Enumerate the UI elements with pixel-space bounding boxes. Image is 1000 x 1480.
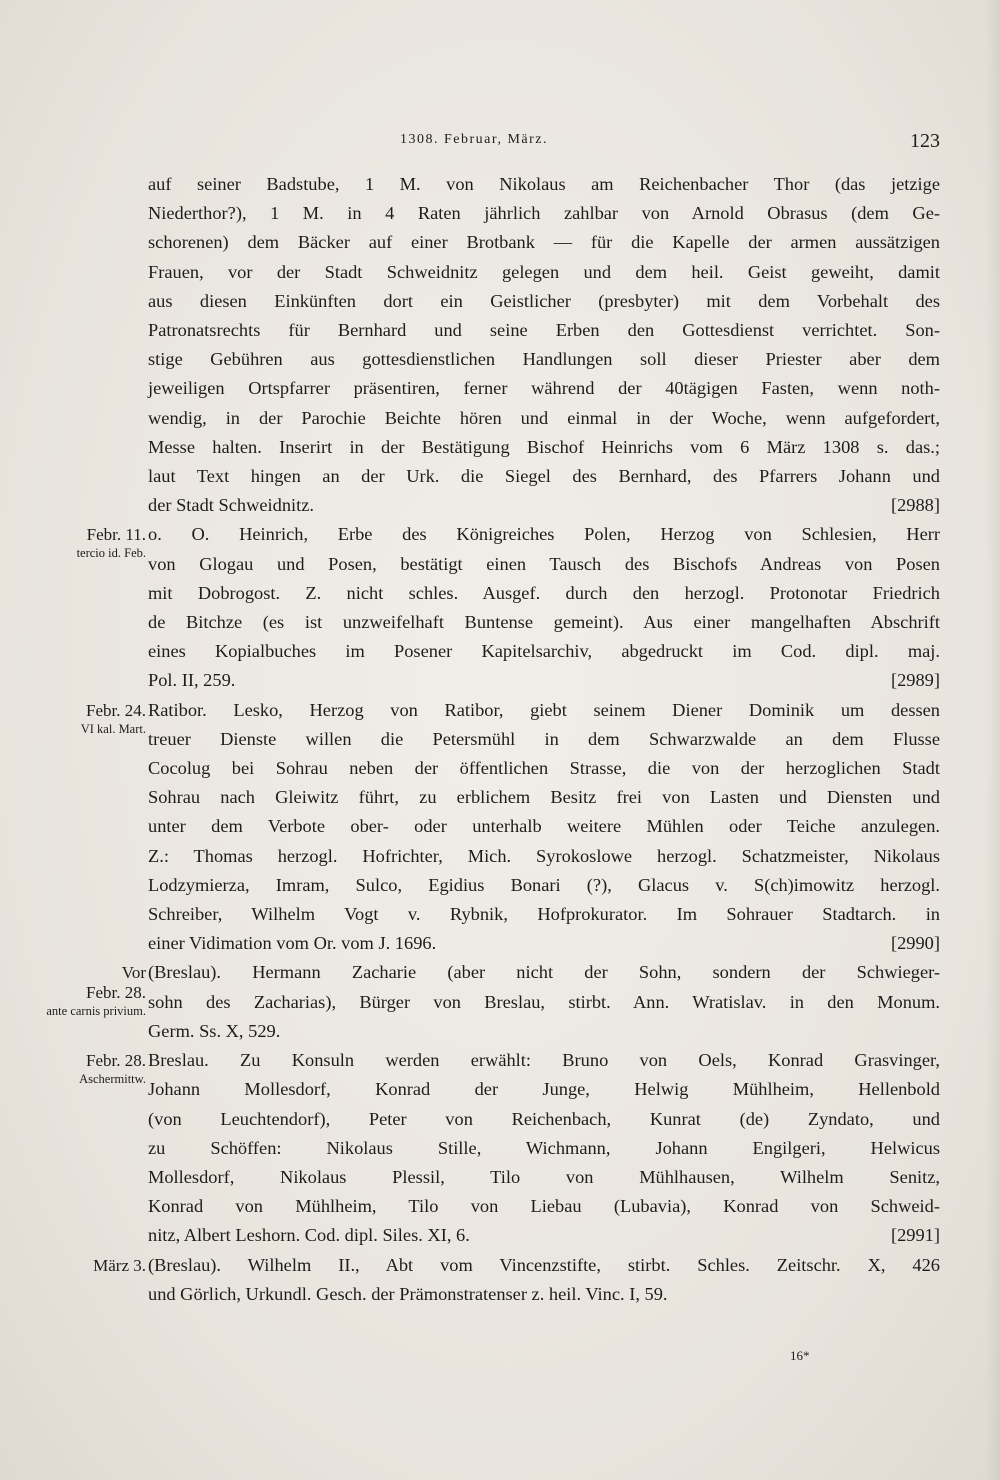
text-line [148,1017,940,1046]
line-text: o. O. Heinrich, Erbe des Königreiches Polen, Herzog von Schlesien, Herr [148,524,940,545]
page-number: 123 [910,130,940,152]
text-line [148,258,940,287]
text-line [148,1046,940,1075]
line-text: de Bitchze (es ist unzweifelhaft Buntense gemeint). Aus einer mangelhaften Abschrift [148,612,940,633]
entry-text [148,1046,940,1250]
line-text: Messe halten. Inserirt in der Bestätigung Bischof Heinrichs vom 6 März 1308 s. das.; [148,436,940,457]
line-text: und Görlich, Urkundl. Gesch. der Prämonstratenser z. heil. Vinc. I, 59. [148,1283,668,1304]
text-line [148,404,940,433]
reference-number: [2991] [890,1225,940,1246]
margin-date [40,696,146,737]
text-line [148,958,940,987]
line-text: (Breslau). Wilhelm II., Abt vom Vincenzstifte, stirbt. Schles. Zeitschr. X, 426 [148,1254,940,1275]
line-text: stige Gebühren aus gottesdienstlichen Handlungen soll dieser Priester aber dem [148,349,940,370]
text-line [148,316,940,345]
line-text: Breslau. Zu Konsuln werden erwählt: Bruno von Oels, Konrad Grasvinger, [148,1050,940,1071]
text-line [148,929,940,958]
text-line [148,871,940,900]
text-line [148,666,940,695]
text-line [148,170,940,199]
line-text: auf seiner Badstube, 1 M. von Nikolaus am Reichenbacher Thor (das jetzige [148,174,940,194]
text-line [148,1280,940,1309]
line-text: Mollesdorf, Nikolaus Plessil, Tilo von Mühlhausen, Wilhelm Senitz, [148,1166,940,1187]
reference-number: [2989] [890,670,940,691]
latin-date: VI kal. Mart. [80,721,146,736]
line-text: Lodzymierza, Imram, Sulco, Egidius Bonari (?), Glacus v. S(ch)imowitz herzogl. [148,874,940,895]
date: Febr. 28. [86,983,146,1003]
line-text: Schreiber, Wilhelm Vogt v. Rybnik, Hofprokurator. Im Sohrauer Stadtarch. in [148,904,940,925]
text-line [148,988,940,1017]
line-text: Germ. Ss. X, 529. [148,1020,281,1041]
line-text: unter dem Verbote ober- oder unterhalb weitere Mühlen oder Teiche anzulegen. [148,816,940,837]
text-line [148,812,940,841]
text-line [148,608,940,637]
margin-date [40,1046,146,1087]
margin-date [40,520,146,561]
line-text: Sohrau nach Gleiwitz führt, zu erblichem Besitz frei von Lasten und Diensten und [148,787,940,808]
text-line [148,842,940,871]
reference-number: [2990] [890,933,940,954]
line-text: Konrad von Mühlheim, Tilo von Liebau (Lubavia), Konrad von Schweid- [148,1196,940,1217]
latin-date: ante carnis privium. [46,1004,146,1019]
line-text: Frauen, vor der Stadt Schweidnitz gelegen und dem heil. Geist geweiht, damit [148,261,940,282]
line-text: Ratibor. Lesko, Herzog von Ratibor, giebt seinem Diener Dominik um dessen [148,699,940,720]
signature-mark: 16* [790,1348,810,1363]
date: Febr. 24. [86,700,146,720]
margin-date [40,958,146,1018]
line-text: nitz, Albert Leshorn. Cod. dipl. Siles. XI, 6. [148,1225,470,1246]
text-line [148,579,940,608]
margin-date [40,1251,146,1280]
text-line [148,199,940,228]
latin-date: tercio id. Feb. [76,546,146,561]
text-line [148,550,940,579]
regest-entry [40,1251,940,1309]
text-line [148,1134,940,1163]
text-line [148,1163,940,1192]
line-text: mit Dobrogost. Z. nicht schles. Ausgef. durch den herzogl. Protonotar Friedrich [148,582,940,603]
running-title: 1308. Februar, März. [400,132,549,147]
text-line [148,374,940,403]
entry-text [148,1251,940,1309]
line-text: Z.: Thomas herzogl. Hofrichter, Mich. Syrokoslowe herzogl. Schatzmeister, Nikolaus [148,845,940,866]
text-line [148,696,940,725]
line-text: eines Kopialbuches im Posener Kapitelsarchiv, abgedruckt im Cod. dipl. maj. [148,641,940,662]
text-line [148,491,940,520]
line-text: Patronatsrechts für Bernhard und seine Erben den Gottesdienst verrichtet. Son- [148,320,940,341]
regest-entry [40,1046,940,1250]
page-header [148,132,940,156]
text-line [148,345,940,374]
line-text: (Breslau). Hermann Zacharie (aber nicht der Sohn, sondern der Schwieger- [148,962,940,983]
line-text: treuer Dienste willen die Petersmühl in dem Schwarzwalde an dem Flusse [148,728,940,749]
text-line [148,462,940,491]
date-prefix: Vor [121,963,146,983]
date: März 3. [93,1255,146,1275]
latin-date: Aschermittw. [79,1072,146,1087]
regest-entry [40,170,940,520]
line-text: der Stadt Schweidnitz. [148,495,314,516]
text-line [148,1075,940,1104]
line-text: (von Leuchtendorf), Peter von Reichenbach, Kunrat (de) Zyndato, und [148,1108,940,1129]
date: Febr. 28. [86,1051,146,1071]
entry-text [148,696,940,959]
regest-entry [40,958,940,1046]
text-line [148,1251,940,1280]
text-line [148,1105,940,1134]
line-text: Pol. II, 259. [148,670,236,691]
text-line [148,1192,940,1221]
page-shadow [986,0,1000,1480]
line-text: zu Schöffen: Nikolaus Stille, Wichmann, Johann Engilgeri, Helwicus [148,1137,940,1158]
entries-list [40,170,940,1309]
text-line [148,287,940,316]
line-text: jeweiligen Ortspfarrer präsentiren, ferner während der 40tägigen Fasten, wenn noth- [148,378,940,399]
text-line [148,637,940,666]
entry-text [148,170,940,520]
text-line [148,900,940,929]
text-line [148,1221,940,1250]
text-line [148,228,940,257]
entry-text [148,520,940,695]
line-text: schorenen) dem Bäcker auf einer Brotbank — für die Kapelle der armen aussätzigen [148,232,940,253]
text-line [148,783,940,812]
line-text: sohn des Zacharias), Bürger von Breslau, stirbt. Ann. Wratislav. in den Monum. [148,991,940,1012]
entry-text [148,958,940,1046]
line-text: Niederthor?), 1 M. in 4 Raten jährlich zahlbar von Arnold Obrasus (dem Ge- [148,203,940,224]
line-text: aus diesen Einkünften dort ein Geistlicher (presbyter) mit dem Vorbehalt des [148,290,940,311]
line-text: von Glogau und Posen, bestätigt einen Tausch des Bischofs Andreas von Posen [148,553,940,574]
regest-entry [40,520,940,695]
line-text: Cocolug bei Sohrau neben der öffentlichen Strasse, die von der herzoglichen Stadt [148,758,940,779]
regest-entry [40,696,940,959]
text-line [148,520,940,549]
line-text: wendig, in der Parochie Beichte hören und einmal in der Woche, wenn aufgefordert, [148,407,940,428]
line-text: laut Text hingen an der Urk. die Siegel des Bernhard, des Pfarrers Johann und [148,466,940,487]
line-text: einer Vidimation vom Or. vom J. 1696. [148,933,437,954]
line-text: Johann Mollesdorf, Konrad der Junge, Helwig Mühlheim, Hellenbold [148,1079,940,1100]
text-line [148,754,940,783]
date: Febr. 11. [86,525,146,545]
text-line [148,433,940,462]
reference-number: [2988] [890,495,940,516]
text-line [148,725,940,754]
